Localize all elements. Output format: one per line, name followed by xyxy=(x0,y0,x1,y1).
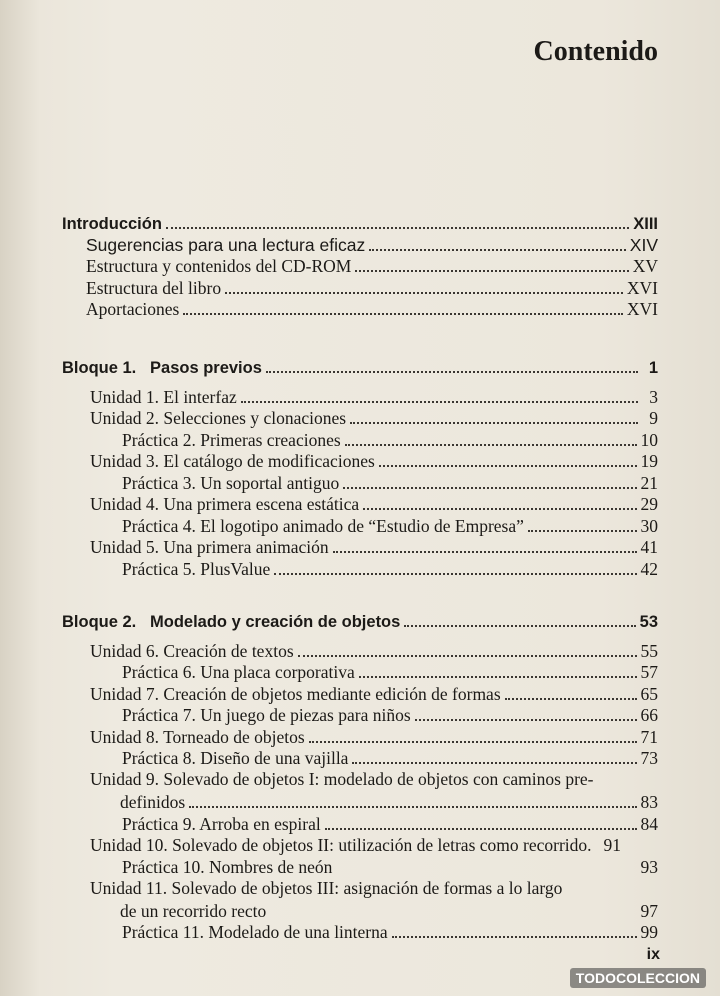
toc-entry: Unidad 2. Selecciones y clonaciones 9 xyxy=(90,408,658,428)
toc-entry: Práctica 6. Una placa corporativa 57 xyxy=(122,662,658,682)
page-number: ix xyxy=(646,946,660,963)
toc-entry: Práctica 9. Arroba en espiral 84 xyxy=(122,813,658,834)
toc-heading-bloque-1: Bloque 1. Pasos previos 1 xyxy=(62,359,658,377)
toc-entry: Estructura del libro XVI xyxy=(86,277,658,298)
toc-heading-introduccion: Introducción XIII xyxy=(62,215,658,233)
toc-entry: Práctica 11. Modelado de una linterna 99 xyxy=(122,922,658,942)
toc-entry: Sugerencias para una lectura eficaz XIV xyxy=(86,234,658,255)
toc-entry: Unidad 1. El interfaz 3 xyxy=(90,386,658,407)
toc-entry: Unidad 7. Creación de objetos mediante edición de formas 65 xyxy=(90,683,658,704)
page-title: Contenido xyxy=(533,36,658,67)
toc-entry: Unidad 3. El catálogo de modificaciones 19 xyxy=(90,451,658,471)
toc-entry: Unidad 10. Solevado de objetos II: utilización de letras como recorrido. 91 xyxy=(90,835,622,855)
toc-entry: Estructura y contenidos del CD-ROM XV xyxy=(86,256,658,276)
toc-entry: Unidad 5. Una primera animación 41 xyxy=(90,537,658,557)
toc-entry-two-line: Unidad 9. Solevado de objetos I: modelado de objetos con caminos pre- definidos 83 xyxy=(90,769,658,812)
section-introduccion xyxy=(62,208,658,320)
toc-entry: Práctica 8. Diseño de una vajilla 73 xyxy=(122,748,658,768)
watermark: TODOCOLECCION xyxy=(570,968,706,988)
toc-entry: Práctica 5. PlusValue 42 xyxy=(122,558,658,579)
toc-entry: Práctica 2. Primeras creaciones 10 xyxy=(122,429,658,450)
toc-entry: Práctica 3. Un soportal antiguo 21 xyxy=(122,472,658,493)
toc-entry: Aportaciones XVI xyxy=(86,299,658,319)
toc-entry: Unidad 6. Creación de textos 55 xyxy=(90,640,658,661)
toc-entry-two-line: Unidad 11. Solevado de objetos III: asignación de formas a lo largo de un recorrido recto 97 xyxy=(90,877,658,921)
toc-entry: Práctica 10. Nombres de neón 93 xyxy=(122,856,658,877)
toc-entry: Unidad 4. Una primera escena estática 29 xyxy=(90,494,658,514)
toc-entry: Unidad 8. Torneado de objetos 71 xyxy=(90,726,658,747)
section-bloque-2 xyxy=(62,606,658,943)
toc-entry: Práctica 7. Un juego de piezas para niños 66 xyxy=(122,705,658,725)
toc-entry: Práctica 4. El logotipo animado de “Estudio de Empresa” 30 xyxy=(122,515,658,536)
section-bloque-1 xyxy=(62,352,658,580)
toc-heading-bloque-2: Bloque 2. Modelado y creación de objetos 53 xyxy=(62,613,658,631)
